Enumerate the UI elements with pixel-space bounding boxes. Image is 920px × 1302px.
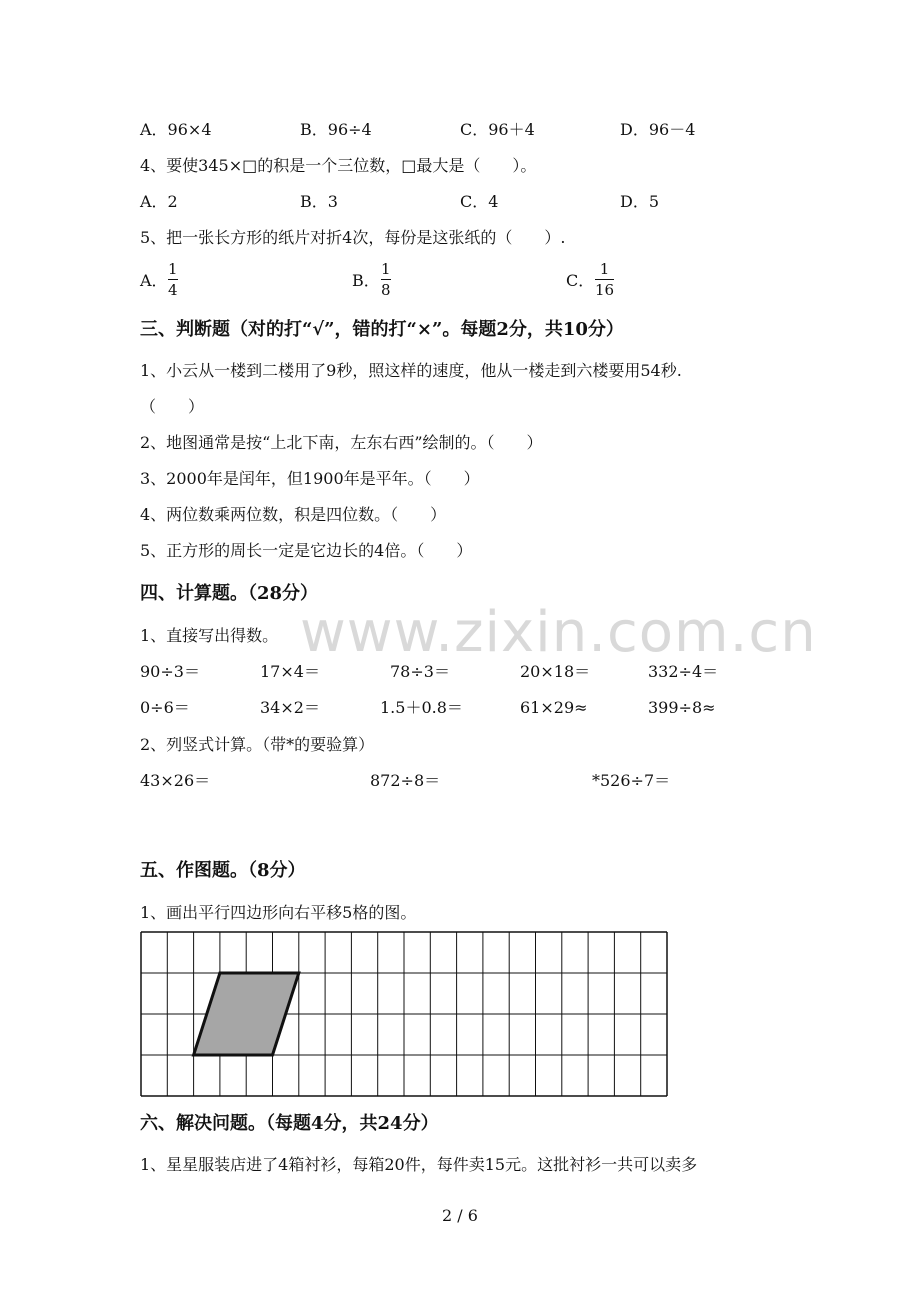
q4-option-d: D．5 — [620, 192, 660, 211]
section3-item-4: 4、两位数乘两位数，积是四位数。（ ） — [140, 505, 447, 524]
denominator: 8 — [381, 281, 391, 299]
numerator: 1 — [381, 260, 391, 278]
calc-r2-c5: 399÷8≈ — [648, 698, 716, 717]
section3-item-3: 3、2000年是闰年，但1900年是平年。（ ） — [140, 469, 480, 488]
q5-text: 5、把一张长方形的纸片对折4次，每份是这张纸的（ ）. — [140, 228, 566, 247]
q4-option-c: C．4 — [460, 192, 499, 211]
q5-option-c-label: C． — [566, 271, 595, 290]
denominator: 16 — [595, 281, 615, 299]
q3-option-d: D．96－4 — [620, 120, 696, 139]
section4-sub1: 1、直接写出得数。 — [140, 626, 279, 645]
section5-sub1: 1、画出平行四边形向右平移5格的图。 — [140, 903, 417, 922]
q5-option-a-fraction — [168, 260, 178, 299]
q4-option-b: B．3 — [300, 192, 338, 211]
calc-r1-c1: 90÷3＝ — [140, 662, 200, 681]
q3-option-b: B．96÷4 — [300, 120, 372, 139]
calc-r2-c4: 61×29≈ — [520, 698, 588, 717]
section6-title: 六、解决问题。（每题4分，共24分） — [140, 1113, 439, 1134]
calc-r1-c5: 332÷4＝ — [648, 662, 719, 681]
q5-option-a-label: A． — [140, 271, 168, 290]
denominator: 4 — [168, 281, 178, 299]
calc-r2-c2: 34×2＝ — [260, 698, 320, 717]
section5-title: 五、作图题。（8分） — [140, 860, 306, 881]
calc-r1-c3: 78÷3＝ — [390, 662, 450, 681]
vertical-calc-1: 43×26＝ — [140, 771, 211, 790]
page-number: 2 / 6 — [442, 1206, 478, 1225]
translation-grid — [140, 931, 670, 1097]
vertical-calc-2: 872÷8＝ — [370, 771, 441, 790]
numerator: 1 — [168, 260, 178, 278]
numerator: 1 — [599, 260, 610, 278]
q4-option-a: A．2 — [140, 192, 178, 211]
q3-option-a: A．96×4 — [140, 120, 212, 139]
parallelogram-shape — [194, 973, 299, 1055]
section6-q1: 1、星星服装店进了4箱衬衫，每箱20件，每件卖15元。这批衬衫一共可以卖多 — [140, 1155, 698, 1174]
q4-text: 4、要使345×□的积是一个三位数，□最大是（ ）。 — [140, 156, 537, 175]
q5-option-b-label: B． — [352, 271, 380, 290]
q5-option-b-fraction — [381, 260, 391, 299]
calc-r1-c4: 20×18＝ — [520, 662, 591, 681]
section3-item-1: 1、小云从一楼到二楼用了9秒，照这样的速度，他从一楼走到六楼要用54秒. — [140, 361, 682, 380]
q5-option-c-fraction — [595, 260, 614, 299]
section4-sub2: 2、列竖式计算。（带*的要验算） — [140, 735, 375, 754]
q3-option-c: C．96＋4 — [460, 120, 535, 139]
calc-r1-c2: 17×4＝ — [260, 662, 320, 681]
calc-r2-c1: 0÷6＝ — [140, 698, 190, 717]
section4-title: 四、计算题。（28分） — [140, 583, 319, 604]
vertical-calc-3: *526÷7＝ — [592, 771, 671, 790]
section3-title: 三、判断题（对的打“√”，错的打“×”。每题2分，共10分） — [140, 319, 624, 340]
calc-r2-c3: 1.5＋0.8＝ — [380, 698, 463, 717]
watermark: www.zixin.com.cn — [300, 600, 817, 665]
section3-item-1-blank: （ ） — [140, 397, 205, 416]
section3-item-2: 2、地图通常是按“上北下南，左东右西”绘制的。（ ） — [140, 433, 543, 452]
section3-item-5: 5、正方形的周长一定是它边长的4倍。（ ） — [140, 541, 473, 560]
